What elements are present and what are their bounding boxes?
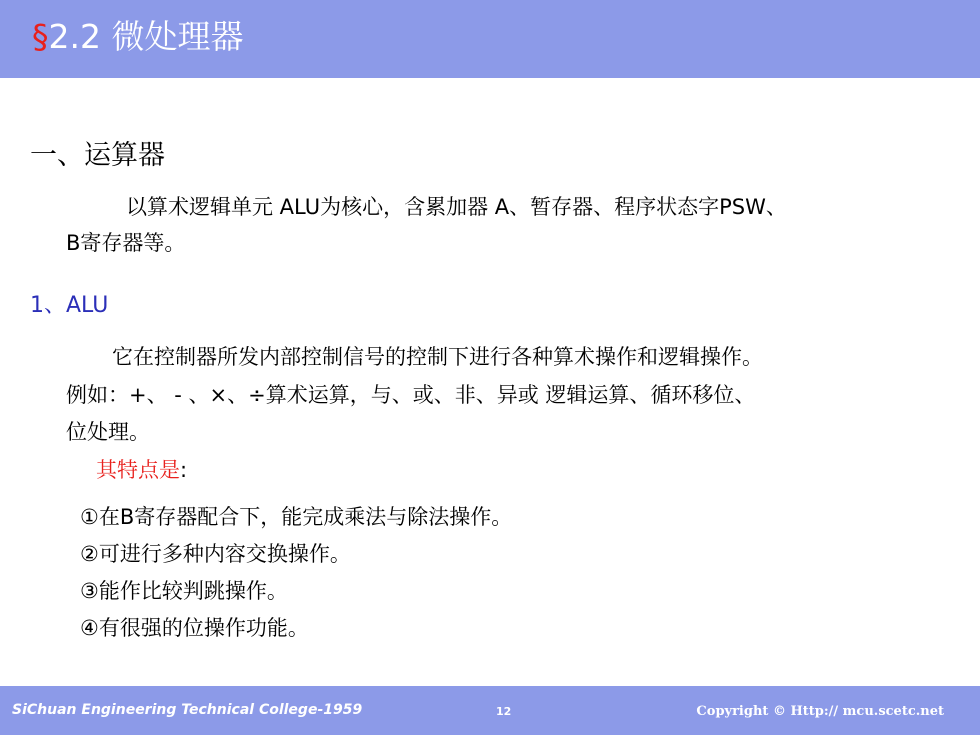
feature-item-2: ②可进行多种内容交换操作。 (80, 542, 351, 566)
section-mark: § (32, 17, 49, 56)
copyright-text: Copyright © Http:// mcu.scetc.net (696, 704, 944, 719)
intro-line-1: 以算术逻辑单元 ALU为核心，含累加器 A、暂存器、程序状态字PSW、 (126, 195, 787, 219)
college-name: SiChuan Engineering Technical College-1959 (12, 702, 363, 718)
slide-title-text: 2.2 微处理器 (48, 17, 244, 56)
subheading-alu: 1、ALU (30, 293, 109, 318)
para-line-1: 它在控制器所发内部控制信号的控制下进行各种算术操作和逻辑操作。 (112, 345, 763, 369)
features-label-text: 其特点是 (96, 458, 180, 482)
title-bar (0, 0, 980, 78)
para-line-3: 位处理。 (66, 420, 150, 444)
features-label (96, 454, 187, 486)
feature-item-4: ④有很强的位操作功能。 (80, 616, 309, 640)
para-line-2: 例如：+、 - 、×、÷算术运算，与、或、非、异或 逻辑运算、循环移位、 (66, 383, 756, 407)
page-number: 12 (496, 705, 512, 718)
features-label-colon: : (180, 458, 188, 482)
slide-title (32, 16, 243, 58)
feature-item-3: ③能作比较判跳操作。 (80, 579, 288, 603)
footer-bar (0, 686, 980, 735)
feature-item-1: ①在B寄存器配合下，能完成乘法与除法操作。 (80, 505, 513, 529)
slide-content (0, 78, 980, 686)
intro-line-2: B寄存器等。 (66, 231, 186, 255)
section-heading: 一、运算器 (30, 140, 165, 171)
